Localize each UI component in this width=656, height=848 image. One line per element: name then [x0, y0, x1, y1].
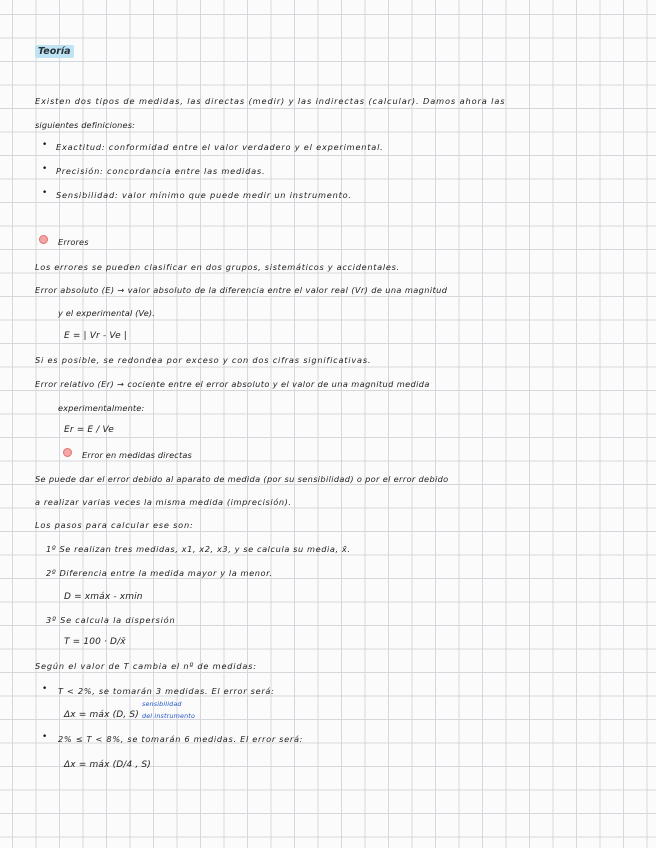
formula: E = | Vr - Ve | [64, 331, 127, 341]
red-bullet-icon [39, 235, 48, 244]
text-line: Existen dos tipos de medidas, las directas (medir) y las indirectas (calcular). Damos ahora las [35, 96, 506, 106]
formula: Δx = máx (D/4 , S) [64, 760, 151, 770]
blue-annotation: del instrumento [142, 712, 196, 720]
blue-annotation: sensibilidad [142, 700, 182, 708]
text-line: Los pasos para calcular ese son: [35, 520, 194, 530]
bullet-item: 2% ≤ T < 8%, se tomarán 6 medidas. El error será: [58, 734, 304, 744]
text-line: Error absoluto (E) → valor absoluto de la diferencia entre el valor real (Vr) de una magnitud [35, 285, 448, 295]
text-line: a realizar varias veces la misma medida (imprecisión). [35, 497, 292, 507]
bullet-dot: • [42, 684, 48, 694]
section-heading: Errores [58, 237, 89, 247]
bullet-item: T < 2%, se tomarán 3 medidas. El error será: [58, 686, 275, 696]
bullet-item: Sensibilidad: valor mínimo que puede medir un instrumento. [56, 190, 352, 200]
text-line: Según el valor de T cambia el nº de medidas: [35, 661, 257, 671]
bullet-item: Exactitud: conformidad entre el valor verdadero y el experimental. [56, 142, 384, 152]
formula: Er = E / Ve [64, 425, 114, 435]
red-bullet-icon [63, 448, 72, 457]
bullet-dot: • [42, 140, 48, 150]
step-item: 2º Diferencia entre la medida mayor y la menor. [46, 568, 273, 578]
bullet-dot: • [42, 164, 48, 174]
text-line: Se puede dar el error debido al aparato de medida (por su sensibilidad) o por el error debido [35, 474, 449, 484]
section-heading: Error en medidas directas [82, 450, 192, 460]
text-line: Error relativo (Er) → cociente entre el error absoluto y el valor de una magnitud medida [35, 379, 430, 389]
formula: D = xmáx - xmin [64, 592, 143, 602]
bullet-item: Precisión: concordancia entre las medidas. [56, 166, 266, 176]
step-item: 1º Se realizan tres medidas, x1, x2, x3, y se calcula su media, x̄. [46, 544, 351, 554]
formula: T = 100 · D/x̄ [64, 637, 126, 647]
text-line: Los errores se pueden clasificar en dos grupos, sistemáticos y accidentales. [35, 262, 400, 272]
text-line: siguientes definiciones: [35, 120, 136, 130]
page-title: Teoría [35, 45, 74, 58]
text-line: Si es posible, se redondea por exceso y con dos cifras significativas. [35, 355, 372, 365]
text-line: experimentalmente: [58, 403, 145, 413]
bullet-dot: • [42, 188, 48, 198]
step-item: 3º Se calcula la dispersión [46, 615, 176, 625]
text-line: y el experimental (Ve). [58, 308, 156, 318]
formula: Δx = máx (D, S) [64, 710, 139, 720]
bullet-dot: • [42, 732, 48, 742]
